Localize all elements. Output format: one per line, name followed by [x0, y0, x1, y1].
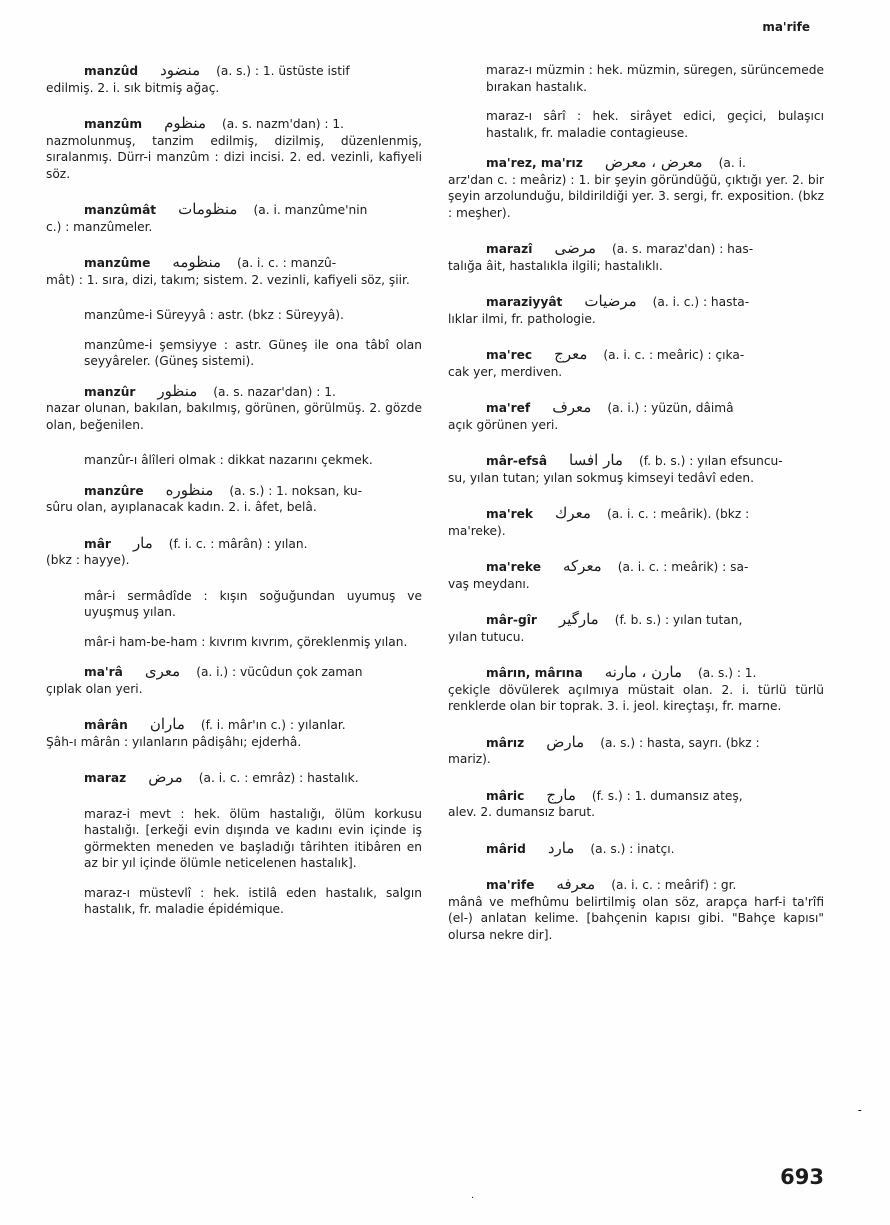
entry-definition-start: (a. i. c.) : hasta-: [652, 295, 750, 309]
entry-definition-start: (a. s.) : hasta, sayrı. (bkz :: [600, 735, 760, 750]
running-head: ma'rife: [762, 20, 810, 34]
entry-headline: [46, 482, 422, 500]
entry-definition: cak yer, merdiven.: [448, 364, 563, 379]
entry-headline: [46, 535, 422, 553]
headword: mârân: [84, 718, 128, 732]
entry-definition: ma'reke).: [448, 523, 506, 538]
dictionary-entry: [46, 307, 422, 324]
entry-definition-start: (a. s. nazar'dan) : 1.: [213, 384, 336, 399]
entry-definition-start: (a. s. nazm'dan) : 1.: [221, 117, 345, 131]
arabic-spelling: منظومات: [178, 200, 238, 218]
entry-headline: [448, 154, 824, 172]
entry-definition: vaş meydanı.: [448, 576, 530, 591]
entry-definition: mariz).: [448, 752, 491, 766]
entry-headline: [46, 716, 422, 734]
entry-definition: çıplak olan yeri.: [46, 681, 143, 696]
entry-definition-start: (f. i. c. : mârân) : yılan.: [168, 536, 308, 551]
entry-definition: (bkz : hayye).: [46, 553, 130, 567]
headword: ma'rez, ma'rız: [486, 156, 583, 170]
arabic-spelling: معرى: [144, 662, 181, 680]
entry-definition-start: (a. i.: [718, 156, 746, 170]
entry-definition: çekiçle dövülerek açılmıya müstait olan. 2. i. türlü türlü renklerde olan bir toprak. 3. i. jeol. kireçtaşı, fr. marne.: [448, 682, 824, 713]
dictionary-entry: [448, 840, 824, 858]
entry-headline: [448, 240, 824, 258]
entry-definition-start: (f. b. s.) : yılan efsuncu-: [638, 454, 783, 468]
margin-mark: -: [857, 1103, 862, 1117]
entry-headline: [448, 876, 824, 894]
dictionary-entry: [448, 558, 824, 592]
arabic-spelling: معرك: [555, 504, 591, 522]
headword: ma'ref: [486, 401, 531, 415]
entry-headline: [46, 769, 422, 787]
entry-definition-start: (a. i. c. : meâric) : çıka-: [603, 348, 745, 362]
dictionary-entry: [448, 62, 824, 95]
headword: mârın, mârına: [486, 666, 583, 680]
entry-definition-start: (a. i. c. : meârik) : sa-: [617, 560, 749, 574]
entry-headline: [448, 452, 824, 470]
dictionary-entry: [448, 346, 824, 380]
dictionary-entry: [448, 611, 824, 645]
entry-headline: [448, 840, 824, 858]
page-number: 693: [780, 1165, 824, 1189]
entry-headline: [448, 293, 824, 311]
headword: ma'reke: [486, 560, 541, 574]
headword: manzûd: [84, 64, 139, 78]
entry-definition: nazmolunmuş, tanzim edilmiş, dizilmiş, düzenlenmiş, sıralanmış. Dürr-i manzûm : dizi incisi. 2. ed. vezinli, kafiyeli söz.: [46, 133, 422, 181]
dictionary-entry: [448, 154, 824, 221]
arabic-spelling: مارگير: [558, 610, 599, 628]
arabic-spelling: مرضيات: [584, 292, 637, 310]
dictionary-entry: [448, 505, 824, 539]
entry-definition-start: (a. s.) : 1. üstüste istif: [216, 64, 350, 78]
entry-definition: mânâ ve mefhûmu belirtilmiş olan söz, arapça harf-i ta'rîfi (el-) anlatan kelime. [bahçenin kapısı gibi. "Bahçe kapısı" olursa nekre dir].: [448, 894, 824, 942]
dictionary-entry: [46, 452, 422, 469]
headword: ma'rek: [486, 507, 534, 521]
arabic-spelling: معرفه: [556, 875, 596, 893]
entry-definition-start: (f. i. mâr'ın c.) : yılanlar.: [200, 718, 346, 732]
entry-headline: [46, 62, 422, 80]
headword: ma'râ: [84, 665, 123, 679]
arabic-spelling: مرض: [148, 768, 183, 786]
entry-headline: [46, 254, 422, 272]
dictionary-entry: [46, 885, 422, 918]
entry-headline: [448, 734, 824, 752]
headword: maraz: [84, 771, 127, 785]
entry-definition-start: (a. i.) : yüzün, dâimâ: [607, 401, 734, 415]
entry-definition-start: (a. s.) : inatçı.: [590, 841, 675, 856]
headword: manzûme: [84, 256, 151, 270]
headword: mâr: [84, 536, 111, 551]
entry-headline: [46, 663, 422, 681]
arabic-spelling: مارج: [546, 785, 576, 804]
entry-definition-start: (a. i.) : vücûdun çok zaman: [196, 665, 363, 679]
entry-definition: Şâh-ı mârân : yılanların pâdişâhı; ejderhâ.: [46, 734, 302, 749]
dictionary-entry: [448, 399, 824, 433]
entry-definition: yılan tutucu.: [448, 629, 525, 644]
entry-definition-start: (a. s.) : 1.: [698, 666, 757, 680]
headword: ma'rec: [486, 348, 533, 362]
arabic-spelling: منظوم: [164, 114, 206, 132]
dictionary-entry: [46, 337, 422, 370]
right-column: [448, 62, 824, 962]
headword: mâr-gîr: [486, 613, 537, 627]
arabic-spelling: منضود: [160, 61, 201, 79]
headword: ma'rife: [486, 878, 535, 892]
dictionary-entry: [46, 535, 422, 569]
entry-definition: mât) : 1. sıra, dizi, takım; sistem. 2. vezinli, kafiyeli söz, şiir.: [46, 272, 410, 287]
arabic-spelling: معرف: [552, 398, 592, 416]
headword: manzûre: [84, 483, 144, 498]
dictionary-entry: [46, 634, 422, 651]
arabic-spelling: منظومه: [172, 253, 222, 271]
entry-definition: talığa âit, hastalıkla ilgili; hastalıklı.: [448, 258, 663, 273]
arabic-spelling: معرج: [554, 345, 588, 363]
dictionary-entry: [46, 769, 422, 787]
entry-definition-start: (a. i. c. : meârif) : gr.: [611, 878, 737, 892]
entry-definition-start: (f. s.) : 1. dumansız ateş,: [591, 788, 743, 803]
entry-definition-start: (a. i. c. : manzû-: [237, 256, 337, 270]
entry-headline: [448, 346, 824, 364]
entry-definition-start: (a. i. manzûme'nin: [253, 203, 368, 217]
headword: marazî: [486, 242, 533, 256]
dictionary-entry: [448, 734, 824, 768]
headword: mârız: [486, 735, 525, 750]
entry-definition: sûru olan, ayıplanacak kadın. 2. i. âfet, belâ.: [46, 500, 317, 514]
dictionary-entry: [46, 806, 422, 872]
entry-text: manzûme-i şemsiyye : astr. Güneş ile ona tâbî olan seyyâreler. (Güneş sistemi).: [84, 337, 422, 368]
entry-definition: açık görünen yeri.: [448, 417, 559, 432]
entry-headline: [448, 664, 824, 682]
entry-definition: alev. 2. dumansız barut.: [448, 805, 595, 819]
entry-headline: [448, 787, 824, 805]
entry-text: maraz-ı sârî : hek. sirâyet edici, geçici, bulaşıcı hastalık, fr. maladie contagieuse.: [486, 109, 824, 140]
arabic-spelling: مارن ، مارنه: [604, 663, 682, 681]
dictionary-entry: [46, 482, 422, 516]
arabic-spelling: مار افسا: [569, 451, 623, 469]
dictionary-entry: [46, 716, 422, 750]
dictionary-entry: [46, 62, 422, 96]
headword: manzûmât: [84, 203, 157, 217]
entry-text: mâr-i ham-be-ham : kıvrım kıvrım, çöreklenmiş yılan.: [84, 634, 408, 649]
dictionary-entry: [46, 588, 422, 621]
dictionary-entry: [46, 383, 422, 434]
entry-text: mâr-i sermâdîde : kışın soğuğundan uyumuş ve uyuşmuş yılan.: [84, 588, 422, 619]
entry-definition: lıklar ilmi, fr. pathologie.: [448, 311, 596, 326]
headword: mâric: [486, 788, 525, 803]
entry-definition: c.) : manzûmeler.: [46, 219, 153, 234]
dictionary-entry: [46, 663, 422, 697]
arabic-spelling: معركه: [562, 557, 602, 575]
entry-headline: [46, 383, 422, 401]
entry-definition: edilmiş. 2. i. sık bitmiş ağaç.: [46, 80, 220, 95]
dictionary-entry: [448, 876, 824, 943]
entry-definition-start: (a. s.) : 1. noksan, ku-: [229, 483, 363, 498]
headword: manzûr: [84, 384, 136, 399]
headword: mârid: [486, 841, 526, 856]
dictionary-entry: [448, 664, 824, 715]
entry-headline: [448, 399, 824, 417]
dictionary-entry: [46, 115, 422, 182]
page-dot: .: [471, 1190, 475, 1201]
arabic-spelling: مارد: [547, 838, 575, 857]
dictionary-entry: [46, 254, 422, 288]
entry-definition: arz'dan c. : meâriz) : 1. bir şeyin göründüğü, çıktığı yer. 2. bir şeyin arzolunduğu, bildirildiği yer. 3. sergi, fr. exposition. (bkz : meşher).: [448, 172, 824, 220]
entry-headline: [448, 505, 824, 523]
entry-text: manzûr-ı âlîleri olmak : dikkat nazarını çekmek.: [84, 453, 373, 467]
entry-definition: su, yılan tutan; yılan sokmuş kimseyi tedâvî eden.: [448, 470, 754, 485]
arabic-spelling: معرض ، معرض: [604, 153, 703, 171]
dictionary-entry: [448, 452, 824, 486]
entry-definition: nazar olunan, bakılan, bakılmış, görünen, görülmüş. 2. gözde olan, beğenilen.: [46, 401, 422, 432]
headword: mâr-efsâ: [486, 454, 548, 468]
arabic-spelling: منظور: [157, 381, 198, 400]
arabic-spelling: مار: [132, 533, 153, 552]
entry-text: maraz-ı müstevlî : hek. istilâ eden hastalık, salgın hastalık, fr. maladie épidémique.: [84, 885, 422, 916]
entry-definition-start: (a. s. maraz'dan) : has-: [612, 242, 754, 256]
headword: maraziyyât: [486, 295, 563, 309]
entry-headline: [46, 201, 422, 219]
entry-definition-start: (a. i. c. : meârik). (bkz :: [606, 507, 750, 521]
entry-text: maraz-ı müzmin : hek. müzmin, süregen, sürüncemede bırakan hastalık.: [486, 63, 824, 94]
entry-headline: [46, 115, 422, 133]
dictionary-entry: [448, 293, 824, 327]
arabic-spelling: منظوره: [165, 480, 214, 499]
dictionary-entry: [46, 201, 422, 235]
arabic-spelling: مارض: [546, 732, 585, 751]
arabic-spelling: ماران: [149, 715, 185, 733]
entry-text: manzûme-i Süreyyâ : astr. (bkz : Süreyyâ).: [84, 308, 344, 322]
dictionary-entry: [448, 240, 824, 274]
entry-definition-start: (f. b. s.) : yılan tutan,: [614, 613, 743, 627]
entry-text: maraz-i mevt : hek. ölüm hastalığı, ölüm korkusu hastalığı. [erkeği evin dışında ve kadını evin içinde iş görmekten meneden ve başladığı târihten itibâren en az bir yıl içinde ölümle neticelenen hastalık].: [84, 806, 422, 870]
headword: manzûm: [84, 117, 143, 131]
entry-headline: [448, 611, 824, 629]
dictionary-entry: [448, 108, 824, 141]
entry-definition-start: (a. i. c. : emrâz) : hastalık.: [198, 771, 359, 785]
entry-headline: [448, 558, 824, 576]
left-column: [46, 62, 422, 931]
dictionary-entry: [448, 787, 824, 821]
arabic-spelling: مرضى: [554, 239, 596, 257]
